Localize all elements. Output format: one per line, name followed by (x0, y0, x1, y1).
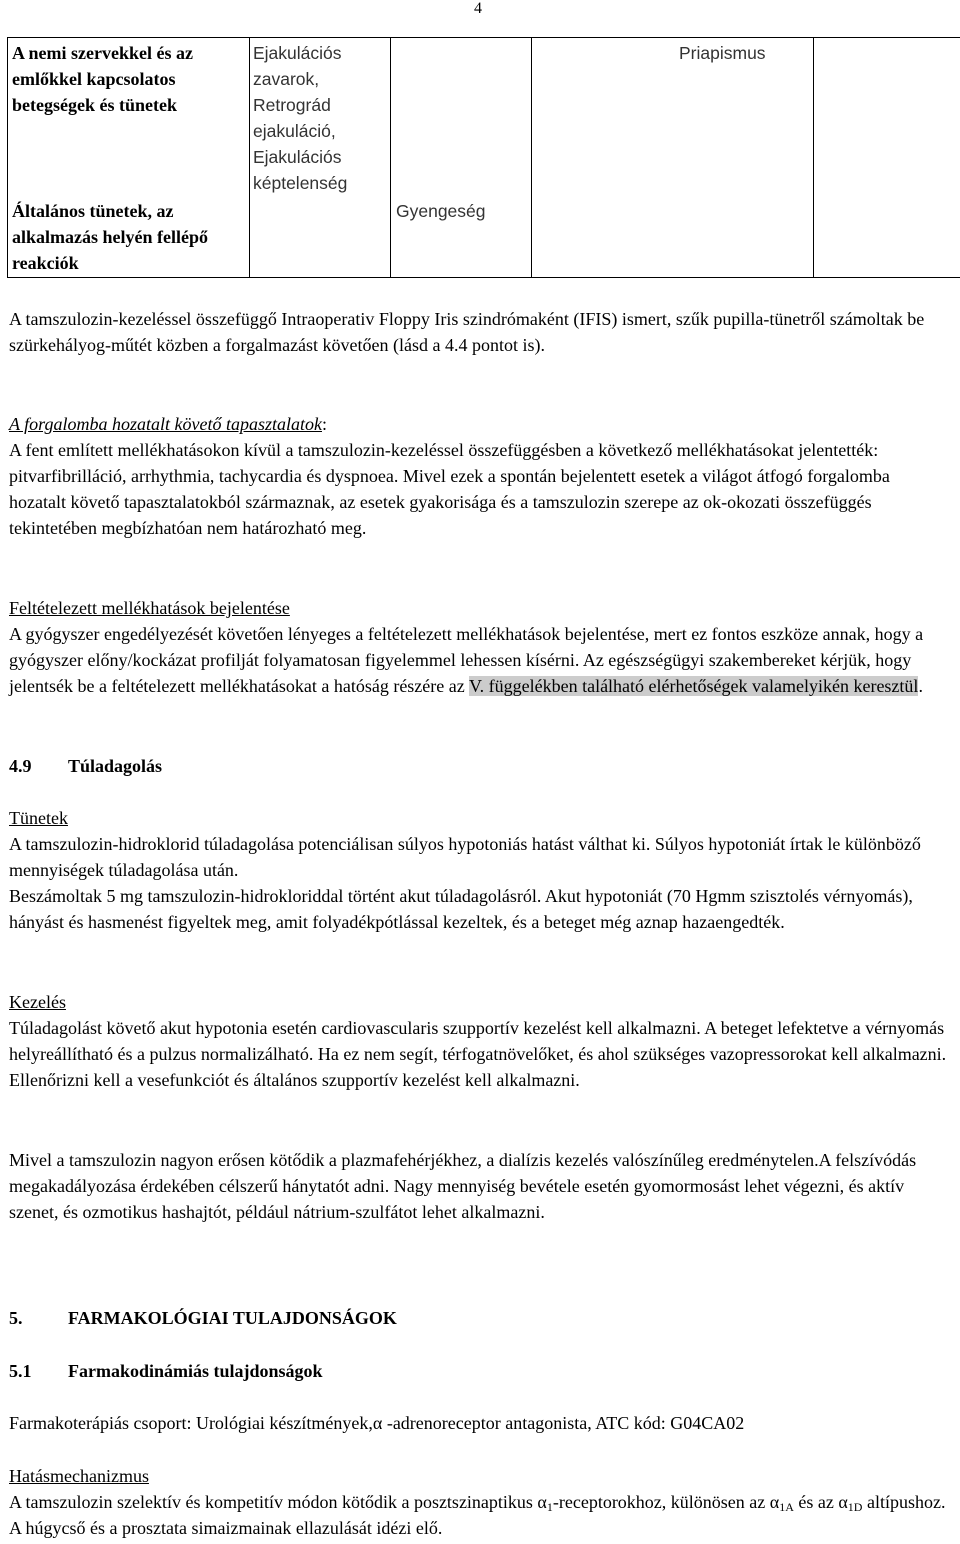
soc-column (8, 38, 250, 278)
mechanism-section (9, 1463, 949, 1541)
ifis-paragraph (9, 306, 949, 358)
section-5-1-heading (9, 1358, 949, 1384)
symptoms-section (9, 805, 949, 935)
priapism-text: Priapismus (679, 43, 766, 63)
soc-general: Általános tünetek, az alkalmazás helyén fellépő reakciók (12, 201, 208, 273)
treatment-text: Túladagolást követő akut hypotonia esetén cardiovascularis szupportív kezelést kell alkalmazni. A beteget lefektetve a vérnyomás helyreállítható és a pulzus normalizálható. Ha ez nem segít, térfogatnövelőket, és ahol szükséges vazopressorokat kell alkalmazni. Ellenőrizni kell a vesefunkciót és általános szupportív kezelést kell alkalmazni. (9, 1018, 947, 1090)
section-5-1-number: 5.1 (9, 1361, 32, 1381)
reporting-heading: Feltételezett mellékhatások bejelentése (9, 598, 290, 618)
ifis-text: A tamszulozin-kezeléssel összefüggő Intraoperativ Floppy Iris szindrómaként (IFIS) ismert, szűk pupilla-tünetről számoltak be szürkehályog-műtét közben a forgalmazást követően (lásd a 4.4 pontot is). (9, 309, 925, 355)
priapism-cell (532, 38, 814, 278)
treatment-section (9, 989, 949, 1093)
soc-sexual: A nemi szervekkel és az emlőkkel kapcsolatos betegségek és tünetek (12, 43, 193, 115)
reporting-text: A gyógyszer engedélyezését követően lényeges a feltételezett mellékhatások bejelentése, mert ez fontos eszköze annak, hogy a gyógyszer előny/kockázat profilját folyamatosan figyelemmel lehessen kísérni. Az egészségügyi szakembereket kérjük, hogy jelentsék be a feltételezett mellékhatásokat a hatóság részére az (9, 624, 924, 696)
reporting-end: . (918, 676, 923, 696)
dialysis-paragraph (9, 1147, 949, 1225)
reporting-highlight: V. függelékben található elérhetőségek valamelyikén keresztül (468, 676, 919, 696)
symptoms-text-1: A tamszulozin-hidroklorid túladagolása potenciálisan súlyos hypotoniás hatást válthat ki. Súlyos hypotoniát írtak le különböző mennyiségek túladagolása után. (9, 834, 921, 880)
weakness-text: Gyengeség (396, 201, 486, 221)
empty-cell (814, 38, 960, 278)
postmarketing-heading: A forgalomba hozatalt követő tapasztalatok (9, 414, 322, 434)
postmarketing-section (9, 411, 949, 541)
section-5-title: FARMAKOLÓGIAI TULAJDONSÁGOK (68, 1308, 397, 1328)
treatment-heading: Kezelés (9, 992, 66, 1012)
section-4-9-heading (9, 753, 949, 779)
ejaculation-disorders: Ejakulációs zavarok, Retrográd ejakuláció, Ejakulációs képtelenség (253, 43, 348, 193)
section-5-number: 5. (9, 1308, 23, 1328)
mechanism-heading: Hatásmechanizmus (9, 1466, 149, 1486)
section-4-9-title: Túladagolás (68, 756, 163, 776)
ejaculation-cell (250, 38, 391, 278)
symptoms-text-2: Beszámoltak 5 mg tamszulozin-hidrokloriddal történt akut túladagolásról. Akut hypotoniát (70 Hgmm szisztolés vérnyomás), hányást és hasmenést figyeltek meg, amit folyadékpótlással kezeltek, és a beteget még aznap hazaengedték. (9, 886, 913, 932)
section-5-1-title: Farmakodinámiás tulajdonságok (68, 1361, 323, 1381)
pharmacotherapeutic-text: Farmakoterápiás csoport: Urológiai készítmények,α -adrenoreceptor antagonista, ATC kód: G04CA02 (9, 1413, 745, 1433)
side-effects-table (7, 37, 960, 278)
page-number: 4 (474, 0, 482, 17)
postmarketing-colon: : (322, 414, 328, 434)
mechanism-text: A tamszulozin szelektív és kompetitív módon kötődik a posztszinaptikus $\alpha_1$-receptorokhoz, különösen az $\alpha_{1A}$ és az $\alpha_{1D}$ altípushoz. A húgycső és a prosztata simaizmainak ellazulását idézi elő. (9, 1492, 946, 1538)
section-4-9-number: 4.9 (9, 756, 32, 776)
symptoms-heading: Tünetek (9, 808, 68, 828)
dialysis-text: Mivel a tamszulozin nagyon erősen kötődik a plazmafehérjékhez, a dialízis kezelés valószínűleg eredménytelen.A felszívódás megakadályozása érdekében célszerű hánytatót adni. Nagy mennyiség bevétele esetén gyomormosást lehet végezni, és aktív szenet, és ozmotikus hashajtót, például nátrium-szulfátot lehet alkalmazni. (9, 1150, 917, 1222)
reporting-section (9, 595, 949, 699)
pharmacotherapeutic-group (9, 1410, 949, 1436)
section-5-heading (9, 1305, 949, 1331)
postmarketing-text: A fent említett mellékhatásokon kívül a tamszulozin-kezeléssel összefüggésben a következő mellékhatásokat jelentették: pitvarfibrilláció, arrhythmia, tachycardia és dyspnoea. Mivel ezek a spontán bejelentett esetek a világot átfogó forgalomba hozatalt követő tapasztalatokból származnak, az esetek gyakorisága és a tamszulozin szerepe az ok-okozati összefüggés tekintetében megbízhatóan nem határozható meg. (9, 440, 890, 538)
weakness-cell (391, 38, 532, 278)
